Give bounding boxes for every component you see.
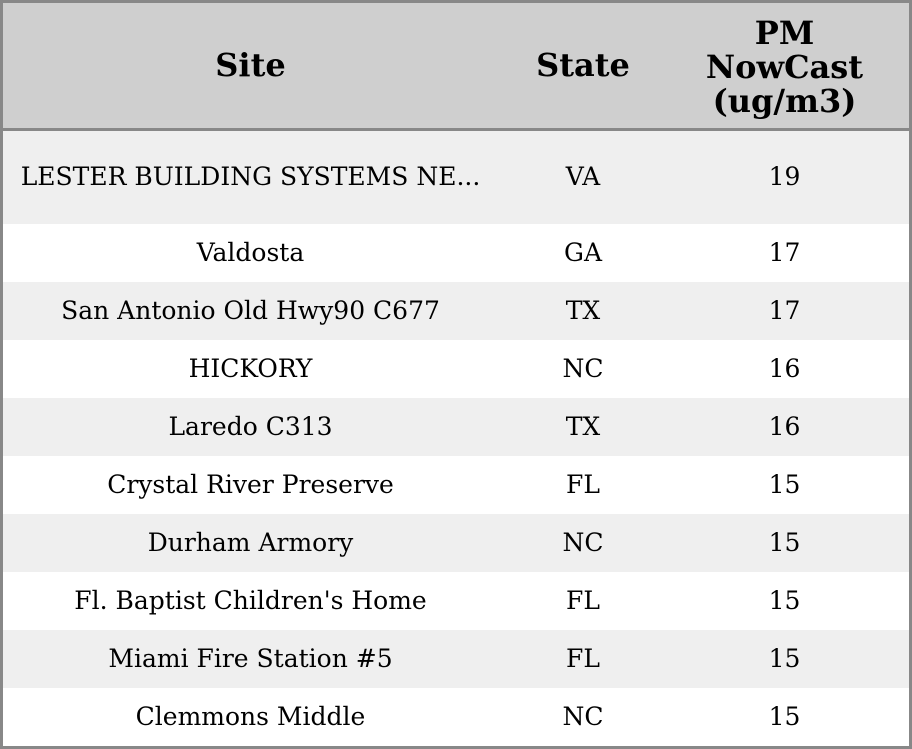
column-header-pm-line-3: (ug/m3) [712,82,857,121]
state-cell: VA [565,162,601,192]
pm-nowcast-table [3,3,909,746]
pm-value-cell: 19 [768,162,801,192]
header-row [3,3,909,129]
table-row [3,630,909,688]
state-cell: FL [566,470,600,499]
state-cell: FL [566,586,600,615]
site-cell: Crystal River Preserve [107,470,394,499]
site-cell: LESTER BUILDING SYSTEMS NE... [20,162,481,192]
table-row [3,398,909,456]
table-row [3,129,909,224]
table-row [3,572,909,630]
state-cell: GA [563,238,603,267]
site-cell: Fl. Baptist Children's Home [74,586,427,615]
state-cell: NC [562,354,604,383]
pm-value-cell: 17 [768,238,801,267]
table-row [3,282,909,340]
table-row [3,456,909,514]
pm-value-cell: 16 [768,354,801,383]
site-cell: San Antonio Old Hwy90 C677 [61,296,440,325]
table-body [3,129,909,746]
pm-value-cell: 17 [768,296,801,325]
site-cell: Laredo C313 [168,412,333,441]
column-header-pm-nowcast [668,3,909,129]
state-cell: NC [562,702,604,731]
table-row [3,514,909,572]
site-cell: Miami Fire Station #5 [108,644,393,673]
pm-value-cell: 15 [768,702,801,731]
column-header-pm-line-1: PM [754,14,815,53]
state-cell: FL [566,644,600,673]
pm-value-cell: 16 [768,412,801,441]
pm-value-cell: 15 [768,470,801,499]
table-header [3,3,909,129]
state-cell: TX [565,296,601,325]
column-header-site: Site [3,3,498,129]
pm-value-cell: 15 [768,528,801,557]
table-row [3,688,909,746]
site-cell: Valdosta [196,238,305,267]
site-cell: Clemmons Middle [135,702,366,731]
column-header-state: State [498,3,668,129]
site-cell: HICKORY [188,354,313,383]
state-cell: NC [562,528,604,557]
pm-value-cell: 15 [768,644,801,673]
column-header-pm-line-2: NowCast [705,48,864,87]
table-row [3,340,909,398]
table-row [3,224,909,282]
pm-value-cell: 15 [768,586,801,615]
state-cell: TX [565,412,601,441]
site-cell: Durham Armory [147,528,354,557]
